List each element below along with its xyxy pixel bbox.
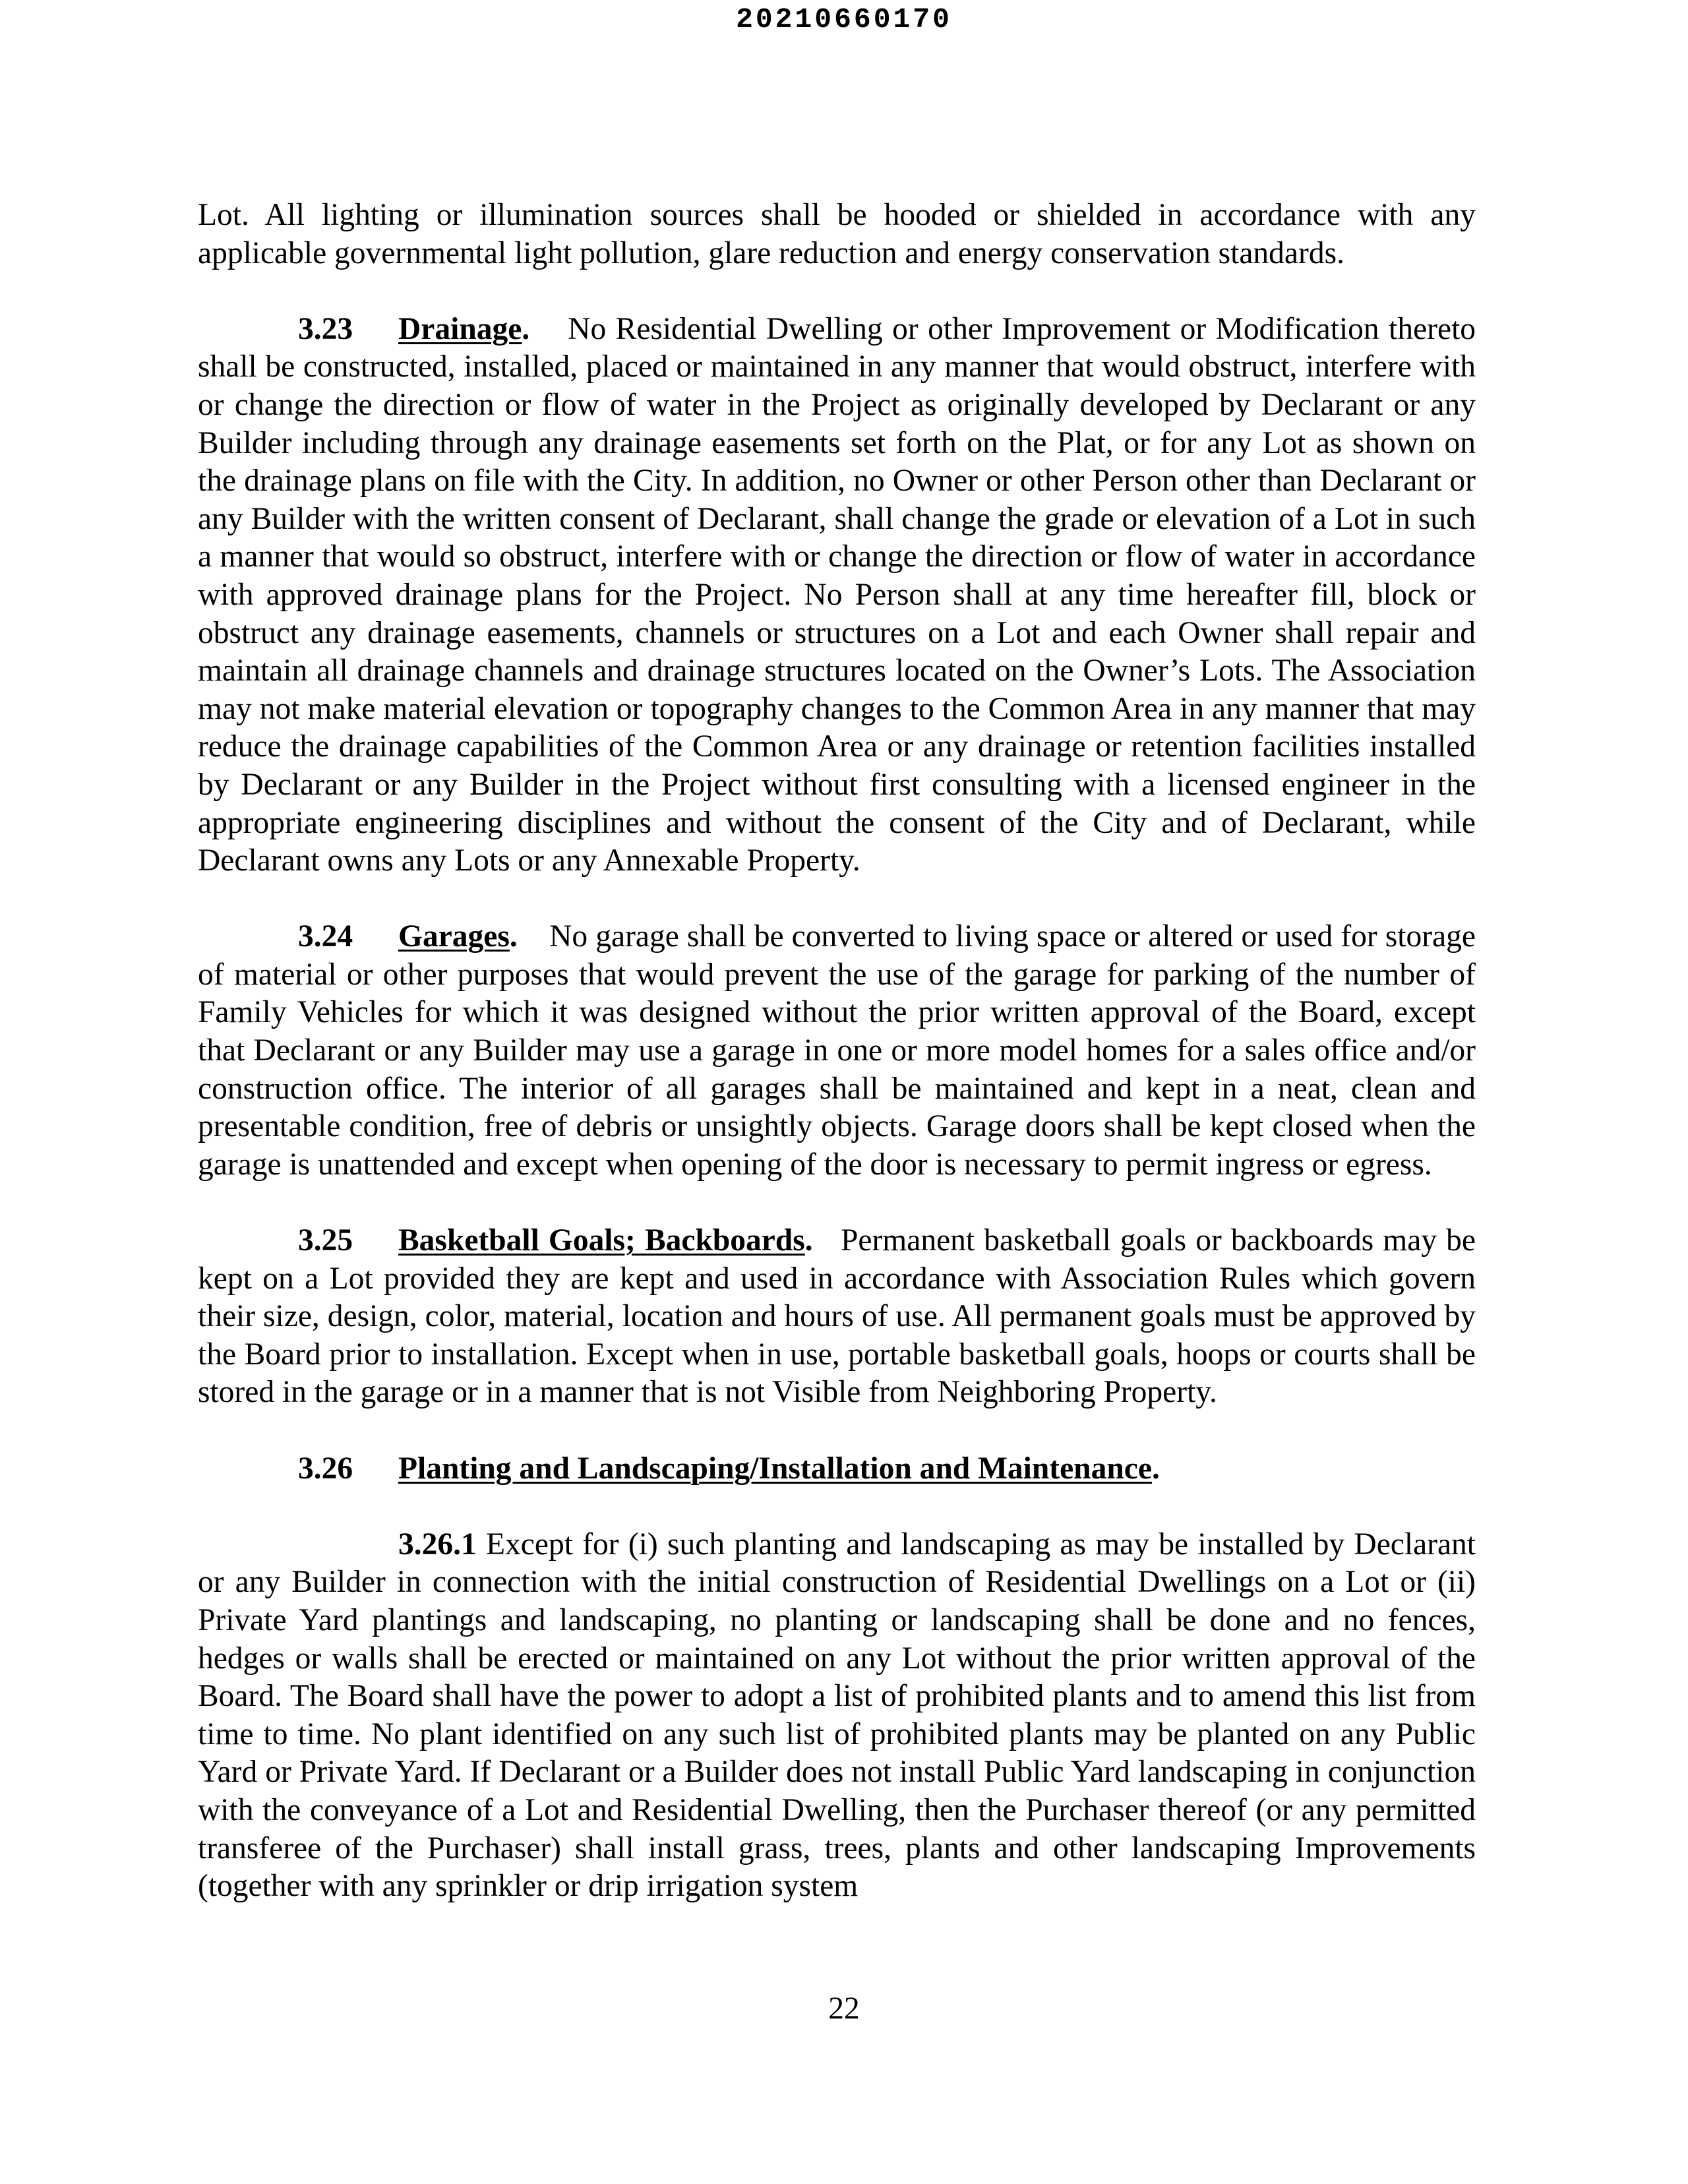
subsection-number: 3.26.1 bbox=[398, 1527, 477, 1562]
section-text: No garage shall be converted to living space or altered or used for storage of material or other purposes that would prevent the use of the garage for parking of the number of Family Vehicles for which it was designed without the prior written approval of the Board, except that Declarant or any Builder may use a garage in one or more model homes for a sales office and/or construction office. The interior of all garages shall be maintained and kept in a neat, clean and presentable condition, free of debris or unsightly objects. Garage doors shall be kept closed when the garage is unattended and except when opening of the door is necessary to permit ingress or egress. bbox=[198, 919, 1476, 1182]
section-garages: 3.24 Garages. No garage shall be converted to living space or altered or used for storage of material or other purposes that would prevent the use of the garage for parking of the number of Family Vehicles for which it was designed without the prior written approval of the Board, except that Declarant or any Builder may use a garage in one or more model homes for a sales office and/or construction office. The interior of all garages shall be maintained and kept in a neat, clean and presentable condition, free of debris or unsightly objects. Garage doors shall be kept closed when the garage is unattended and except when opening of the door is necessary to permit ingress or egress. bbox=[198, 919, 1476, 1182]
section-text: Permanent basketball goals or backboards may be kept on a Lot provided they are kept and used in accordance with Association Rules which govern their size, design, color, material, location and hours of use. All permanent goals must be approved by the Board prior to installation. Except when in use, portable basketball goals, hoops or courts shall be stored in the garage or in a manner that is not Visible from Neighboring Property. bbox=[198, 1223, 1476, 1410]
section-basketball-goals: 3.25 Basketball Goals; Backboards. Permanent basketball goals or backboards may be kept on a Lot provided they are kept and used in accordance with Association Rules which govern their size, design, color, material, location and hours of use. All permanent goals must be approved by the Board prior to installation. Except when in use, portable basketball goals, hoops or courts shall be stored in the garage or in a manner that is not Visible from Neighboring Property. bbox=[198, 1223, 1476, 1410]
section-text: No Residential Dwelling or other Improvement or Modification thereto shall be constructed, installed, placed or maintained in any manner that would obstruct, interfere with or change the direction or flow of water in the Project as originally developed by Declarant or any Builder including through any drainage easements set forth on the Plat, or for any Lot as shown on the drainage plans on file with the City. In addition, no Owner or other Person other than Declarant or any Builder with the written consent of Declarant, shall change the grade or elevation of a Lot in such a manner that would so obstruct, interfere with or change the direction or flow of water in accordance with approved drainage plans for the Project. No Person shall at any time hereafter fill, block or obstruct any drainage easements, channels or structures on a Lot and each Owner shall repair and maintain all drainage channels and drainage structures located on the Owner’s Lots. The Association may not make material elevation or topography changes to the Common Area in any manner that may reduce the drainage capabilities of the Common Area or any drainage or retention facilities installed by Declarant or any Builder in the Project without first consulting with a licensed engineer in the appropriate engineering disciplines and without the consent of the City and of Declarant, while Declarant owns any Lots or any Annexable Property. bbox=[198, 311, 1476, 878]
subsection-3-26-1 bbox=[198, 1526, 1476, 1906]
section-drainage: 3.23 Drainage. No Residential Dwelling or other Improvement or Modification thereto shall be constructed, installed, placed or maintained in any manner that would obstruct, interfere with or change the direction or flow of water in the Project as originally developed by Declarant or any Builder including through any drainage easements set forth on the Plat, or for any Lot as shown on the drainage plans on file with the City. In addition, no Owner or other Person other than Declarant or any Builder with the written consent of Declarant, shall change the grade or elevation of a Lot in such a manner that would so obstruct, interfere with or change the direction or flow of water in accordance with approved drainage plans for the Project. No Person shall at any time hereafter fill, block or obstruct any drainage easements, channels or structures on a Lot and each Owner shall repair and maintain all drainage channels and drainage structures located on the Owner’s Lots. The Association may not make material elevation or topography changes to the Common Area in any manner that may reduce the drainage capabilities of the Common Area or any drainage or retention facilities installed by Declarant or any Builder in the Project without first consulting with a licensed engineer in the appropriate engineering disciplines and without the consent of the City and of Declarant, while Declarant owns any Lots or any Annexable Property. bbox=[198, 311, 1476, 878]
section-heading: Garages bbox=[398, 919, 510, 954]
document-body bbox=[198, 197, 1476, 1906]
section-number: 3.26 bbox=[298, 1451, 353, 1486]
section-heading: Planting and Landscaping/Installation and Maintenance bbox=[398, 1451, 1152, 1486]
section-heading: Basketball Goals; Backboards bbox=[398, 1223, 805, 1258]
section-heading: Drainage bbox=[398, 311, 522, 346]
section-planting-landscaping: 3.26 Planting and Landscaping/Installation and Maintenance. bbox=[198, 1450, 1476, 1488]
page-number: 22 bbox=[828, 1991, 860, 2026]
section-number: 3.23 bbox=[298, 311, 353, 346]
subsection-text: Except for (i) such planting and landscaping as may be installed by Declarant or any Builder in connection with the initial construction of Residential Dwellings on a Lot or (ii) Private Yard plantings and landscaping, no planting or landscaping shall be done and no fences, hedges or walls shall be erected or maintained on any Lot without the prior written approval of the Board. The Board shall have the power to adopt a list of prohibited plants and to amend this list from time to time. No plant identified on any such list of prohibited plants may be planted on any Public Yard or Private Yard. If Declarant or a Builder does not install Public Yard landscaping in conjunction with the conveyance of a Lot and Residential Dwelling, then the Purchaser thereof (or any permitted transferee of the Purchaser) shall install grass, trees, plants and other landscaping Improvements (together with any sprinkler or drip irrigation system bbox=[198, 1527, 1476, 1904]
continuation-paragraph: Lot. All lighting or illumination sources shall be hooded or shielded in accordance with any applicable governmental light pollution, glare reduction and energy conservation standards. bbox=[198, 198, 1476, 270]
document-number: 20210660170 bbox=[736, 3, 952, 36]
section-number: 3.25 bbox=[298, 1223, 353, 1258]
section-number: 3.24 bbox=[298, 919, 353, 954]
